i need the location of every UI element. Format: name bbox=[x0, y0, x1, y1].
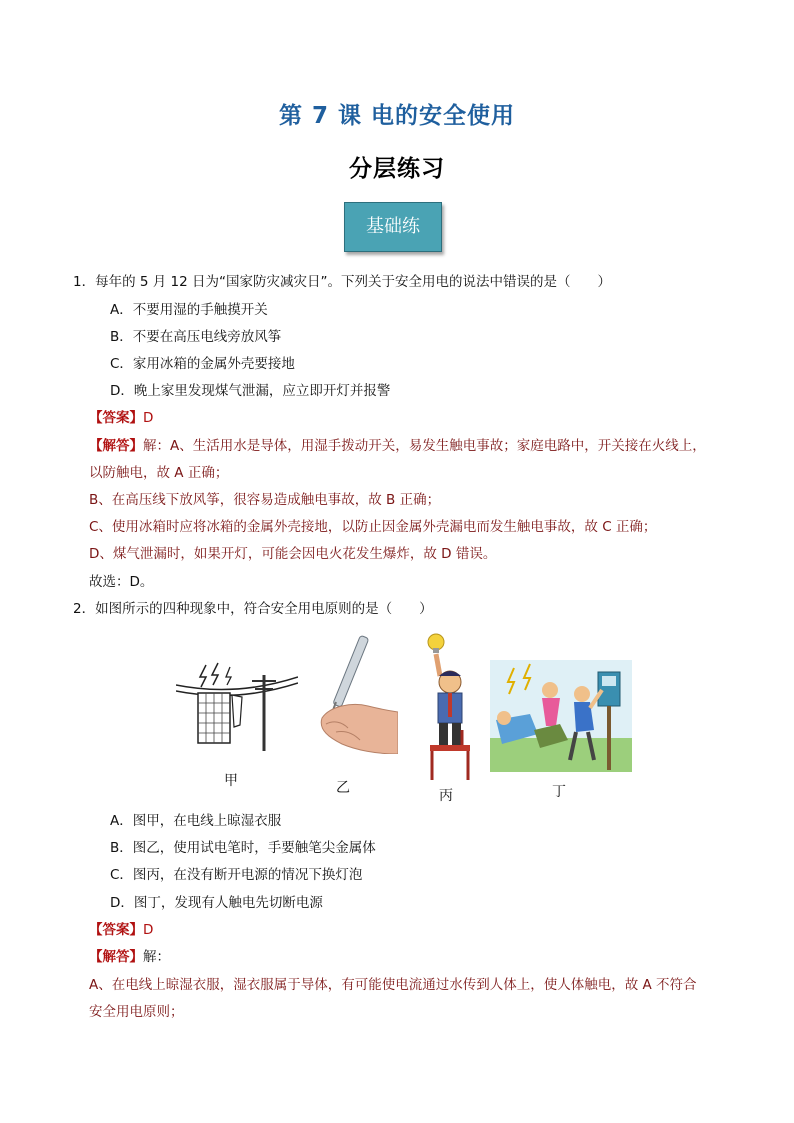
analysis-text: 解：A、生活用水是导体，用湿手拨动开关，易发生触电事故；家庭电路中，开关接在火线上， bbox=[143, 438, 706, 454]
question-1-option-a: A．不要用湿的手触摸开关 bbox=[110, 302, 268, 318]
question-1-option-b: B．不要在高压电线旁放风筝 bbox=[110, 329, 282, 345]
question-1-option-d: D．晚上家里发现煤气泄漏，应立即开灯并报警 bbox=[110, 383, 391, 399]
question-2-analysis-head bbox=[89, 947, 170, 967]
answer-value: D bbox=[143, 410, 154, 426]
figure-label-jia: 甲 bbox=[224, 773, 238, 789]
question-2-option-a: A．图甲，在电线上晾湿衣服 bbox=[110, 813, 282, 829]
figure-label-bing: 丙 bbox=[439, 788, 453, 804]
question-2-answer bbox=[89, 920, 153, 940]
question-2-analysis-line-1: A、在电线上晾湿衣服，湿衣服属于导体，有可能使电流通过水传到人体上，使人体触电，故 A 不符合 bbox=[89, 977, 697, 993]
answer-value: D bbox=[143, 922, 154, 938]
page-title: 第 7 课 电的安全使用 bbox=[278, 103, 516, 129]
analysis-label: 【解答】 bbox=[89, 949, 143, 965]
figure-jia-clothes-on-wire bbox=[176, 655, 298, 755]
question-1-analysis-line-6: 故选：D。 bbox=[89, 574, 154, 590]
question-1-option-c: C．家用冰箱的金属外壳要接地 bbox=[110, 356, 295, 372]
figure-ding-cut-power bbox=[490, 660, 632, 772]
analysis-text: 解： bbox=[143, 949, 170, 965]
figure-label-yi: 乙 bbox=[336, 780, 350, 796]
analysis-label: 【解答】 bbox=[89, 438, 143, 454]
question-1-analysis-line-4: C、使用冰箱时应将冰箱的金属外壳接地，以防止因金属外壳漏电而发生触电事故，故 C 正确； bbox=[89, 519, 657, 535]
question-2-analysis-line-2: 安全用电原则； bbox=[89, 1004, 184, 1020]
question-1-analysis-line-2: 以防触电，故 A 正确； bbox=[89, 465, 229, 481]
question-2-stem: 2．如图所示的四种现象中，符合安全用电原则的是（ ） bbox=[73, 601, 433, 617]
question-2-option-b: B．图乙，使用试电笔时，手要触笔尖金属体 bbox=[110, 840, 376, 856]
figure-bing-changing-bulb bbox=[412, 630, 484, 782]
question-1-analysis-line-5: D、煤气泄漏时，如果开灯，可能会因电火花发生爆炸，故 D 错误。 bbox=[89, 546, 497, 562]
question-1-answer bbox=[89, 408, 153, 428]
question-1-stem: 1．每年的 5 月 12 日为“国家防灾减灾日”。下列关于安全用电的说法中错误的是（ ） bbox=[73, 274, 612, 290]
question-1-analysis-line-3: B、在高压线下放风筝，很容易造成触电事故，故 B 正确； bbox=[89, 492, 441, 508]
section-badge: 基础练 bbox=[344, 202, 442, 252]
answer-label: 【答案】 bbox=[89, 922, 143, 938]
answer-label: 【答案】 bbox=[89, 410, 143, 426]
figure-yi-test-pen bbox=[306, 632, 398, 754]
question-2-option-d: D．图丁，发现有人触电先切断电源 bbox=[110, 895, 323, 911]
question-1-analysis-line-1 bbox=[89, 436, 706, 456]
figure-label-ding: 丁 bbox=[552, 784, 566, 800]
question-2-option-c: C．图丙，在没有断开电源的情况下换灯泡 bbox=[110, 867, 363, 883]
page-subtitle: 分层练习 bbox=[349, 156, 445, 182]
